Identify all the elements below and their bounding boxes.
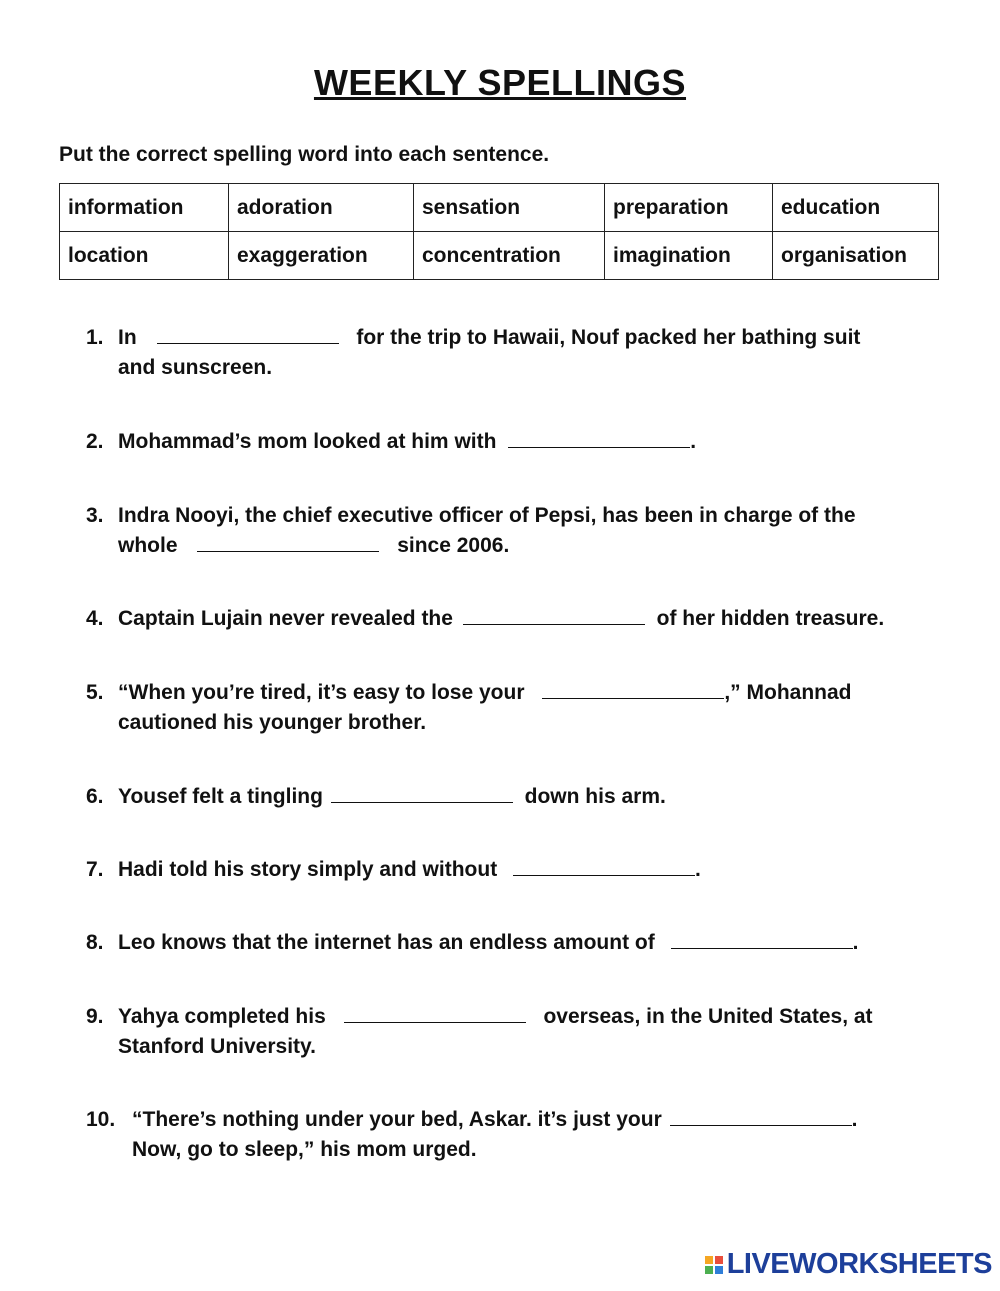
word-bank-cell: location	[60, 232, 229, 280]
word-bank-row	[60, 232, 939, 280]
answer-blank[interactable]	[197, 533, 379, 552]
question-number: 7.	[86, 858, 104, 881]
question-text: Yahya completed his	[118, 1005, 326, 1028]
question-1	[86, 323, 956, 383]
question-text: “When you’re tired, it’s easy to lose your	[118, 681, 525, 704]
question-5	[86, 678, 956, 738]
question-7	[86, 855, 956, 885]
question-text: cautioned his younger brother.	[118, 711, 427, 734]
answer-blank[interactable]	[671, 930, 853, 949]
question-text: since 2006.	[397, 534, 510, 557]
word-bank-cell: imagination	[605, 232, 773, 280]
question-text: .	[690, 430, 697, 453]
question-text: Hadi told his story simply and without	[118, 858, 498, 881]
word-bank-cell: adoration	[229, 184, 414, 232]
answer-blank[interactable]	[670, 1107, 852, 1126]
question-2	[86, 427, 956, 457]
question-6	[86, 782, 956, 812]
question-number: 8.	[86, 931, 104, 954]
question-number: 2.	[86, 430, 104, 453]
answer-blank[interactable]	[331, 784, 513, 803]
logo-blocks-icon	[705, 1256, 723, 1274]
question-text: Captain Lujain never revealed the	[118, 607, 453, 630]
question-text: Now, go to sleep,” his mom urged.	[132, 1138, 477, 1161]
page-title: WEEKLY SPELLINGS	[313, 62, 687, 103]
question-text: overseas, in the United States, at	[543, 1005, 873, 1028]
question-text: of her hidden treasure.	[656, 607, 885, 630]
question-text: for the trip to Hawaii, Nouf packed her bathing suit	[356, 326, 861, 349]
question-number: 10.	[86, 1108, 116, 1131]
question-10	[86, 1105, 956, 1165]
question-text: whole	[118, 534, 178, 557]
instruction-text: Put the correct spelling word into each sentence.	[59, 143, 550, 166]
question-3	[86, 501, 956, 561]
question-9	[86, 1002, 956, 1062]
answer-blank[interactable]	[463, 606, 645, 625]
word-bank-cell: education	[773, 184, 939, 232]
question-4	[86, 604, 956, 634]
answer-blank[interactable]	[344, 1004, 526, 1023]
word-bank-cell: preparation	[605, 184, 773, 232]
question-text: ,” Mohannad	[724, 681, 852, 704]
word-bank-cell: sensation	[414, 184, 605, 232]
logo-text: LIVEWORKSHEETS	[726, 1248, 992, 1280]
question-text: Leo knows that the internet has an endless amount of	[118, 931, 655, 954]
question-number: 4.	[86, 607, 104, 630]
question-number: 3.	[86, 504, 104, 527]
word-bank-cell: information	[60, 184, 229, 232]
word-bank-table	[59, 183, 939, 280]
question-text: .	[695, 858, 701, 881]
question-text: Indra Nooyi, the chief executive officer of Pepsi, has been in charge of the	[118, 504, 856, 527]
answer-blank[interactable]	[157, 325, 339, 344]
question-number: 9.	[86, 1005, 104, 1028]
word-bank-cell: organisation	[773, 232, 939, 280]
question-text: .	[852, 931, 859, 954]
word-bank-row	[60, 184, 939, 232]
question-number: 5.	[86, 681, 104, 704]
word-bank-cell: concentration	[414, 232, 605, 280]
question-text: .	[851, 1108, 858, 1131]
liveworksheets-logo	[705, 1248, 992, 1281]
question-number: 1.	[86, 326, 104, 349]
question-text: and sunscreen.	[118, 356, 273, 379]
answer-blank[interactable]	[508, 429, 690, 448]
question-text: Mohammad’s mom looked at him with	[118, 430, 497, 453]
answer-blank[interactable]	[542, 680, 724, 699]
question-text: Yousef felt a tingling	[118, 785, 323, 808]
answer-blank[interactable]	[513, 857, 695, 876]
question-number: 6.	[86, 785, 104, 808]
question-text: Stanford University.	[118, 1035, 316, 1058]
word-bank-cell: exaggeration	[229, 232, 414, 280]
question-text: down his arm.	[524, 785, 666, 808]
question-text: In	[118, 326, 137, 349]
question-text: “There’s nothing under your bed, Askar. it’s just your	[132, 1108, 662, 1131]
question-8	[86, 928, 956, 958]
